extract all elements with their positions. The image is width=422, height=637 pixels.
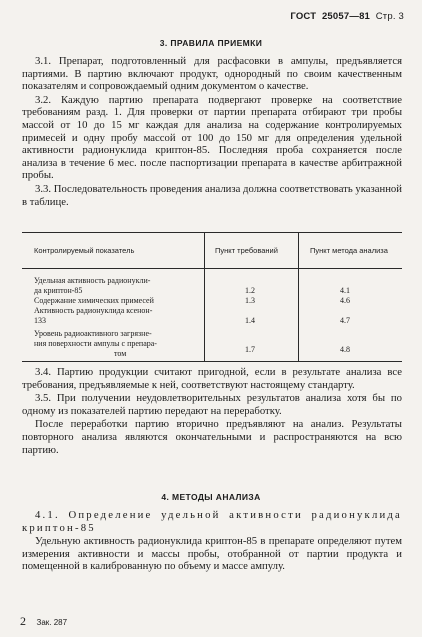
section-3-title: 3. ПРАВИЛА ПРИЕМКИ <box>159 38 263 48</box>
standard-number: 25057—81 <box>321 11 371 22</box>
row-name-line: Содержание химических примесей <box>34 296 154 305</box>
paragraph-3-1: 3.1. Препарат, подготовленный для расфасовки в ампулы, предъявляется партиями. В партию включают продукт, однородный по своим качественным показателям и сопровождаемый одним документом о качестве. <box>22 55 402 93</box>
section-3-text <box>22 55 402 208</box>
table-top-rule <box>22 232 402 233</box>
table-row <box>34 306 152 326</box>
row-requirement: 1.7 <box>245 345 255 354</box>
standard-label: ГОСТ <box>290 11 317 22</box>
row-requirement: 1.4 <box>245 316 255 325</box>
table-column-divider <box>204 232 205 362</box>
row-method: 4.1 <box>340 286 350 295</box>
table-row <box>34 296 154 306</box>
subsection-4-1-title: 4.1. Определение удельной активности радионуклида криптон-85 <box>22 509 402 534</box>
table-header-rule <box>22 268 402 269</box>
section-4-text <box>22 509 402 573</box>
table-row <box>34 276 150 296</box>
row-name-line: ния поверхности ампулы с препара- <box>34 339 157 348</box>
page-number: 2 <box>20 614 26 628</box>
row-name-line: Уровень радиоактивного загрязне- <box>34 329 152 338</box>
table-bottom-rule <box>22 361 402 362</box>
row-name-line: Активность радионуклида ксенон- <box>34 306 153 315</box>
table-row <box>34 329 157 359</box>
row-name-line: том <box>114 349 127 358</box>
control-table <box>22 232 402 362</box>
table-header-requirement: Пункт требований <box>215 246 278 255</box>
table-header-indicator: Контролируемый показатель <box>34 246 135 255</box>
row-method: 4.6 <box>340 296 350 305</box>
row-name-line: да криптон-85 <box>34 286 83 295</box>
paragraph-rework: После переработки партию вторично предъявляют на анализ. Результаты повторного анализа являются окончательными и распространяются на всю партию. <box>22 418 402 456</box>
paragraph-3-5: 3.5. При получении неудовлетворительных результатов анализа хотя бы по одному из показателей партию передают на переработку. <box>22 392 402 417</box>
row-method: 4.7 <box>340 316 350 325</box>
page-header <box>290 11 404 22</box>
paragraph-4-1: Удельную активность радионуклида криптон-85 в препарате определяют путем измерения активности и массы пробы, отобранной от партии продукта и помещенной в калиброванную по объему и массе ампулу. <box>22 535 402 573</box>
row-method: 4.8 <box>340 345 350 354</box>
paragraph-3-2: 3.2. Каждую партию препарата подвергают проверке на соответствие требованиям разд. 1. Для проверки от партии препарата отбирают три пробы массой от 10 до 15 мг каждая для анализа на содержание контролируемых примесей и одну пробу массой от 100 до 150 мг для определения удельной активности радионуклида криптон-85. Последняя проба сохраняется после анализа в течение 6 мес. после паспортизации препарата в качестве арбитражной пробы. <box>22 93 402 182</box>
row-name-line: Удельная активность радионукли- <box>34 276 151 285</box>
section-4-title: 4. МЕТОДЫ АНАЛИЗА <box>161 492 261 502</box>
row-requirement: 1.2 <box>245 286 255 295</box>
order-number: Зак. 287 <box>36 618 68 627</box>
table-header-method: Пункт метода анализа <box>310 246 388 255</box>
page-label: Стр. 3 <box>375 11 404 22</box>
paragraph-3-4: 3.4. Партию продукции считают пригодной, если в результате анализа все требования, предъявляемые к ней, соответствуют настоящему стандарту. <box>22 366 402 391</box>
paragraph-3-3: 3.3. Последовательность проведения анализа должна соответствовать указанной в таблице. <box>22 182 402 208</box>
acceptance-text <box>22 366 402 456</box>
row-requirement: 1.3 <box>245 296 255 305</box>
page-footer <box>20 614 67 629</box>
table-column-divider <box>298 232 299 362</box>
row-name-line: 133 <box>34 316 46 325</box>
